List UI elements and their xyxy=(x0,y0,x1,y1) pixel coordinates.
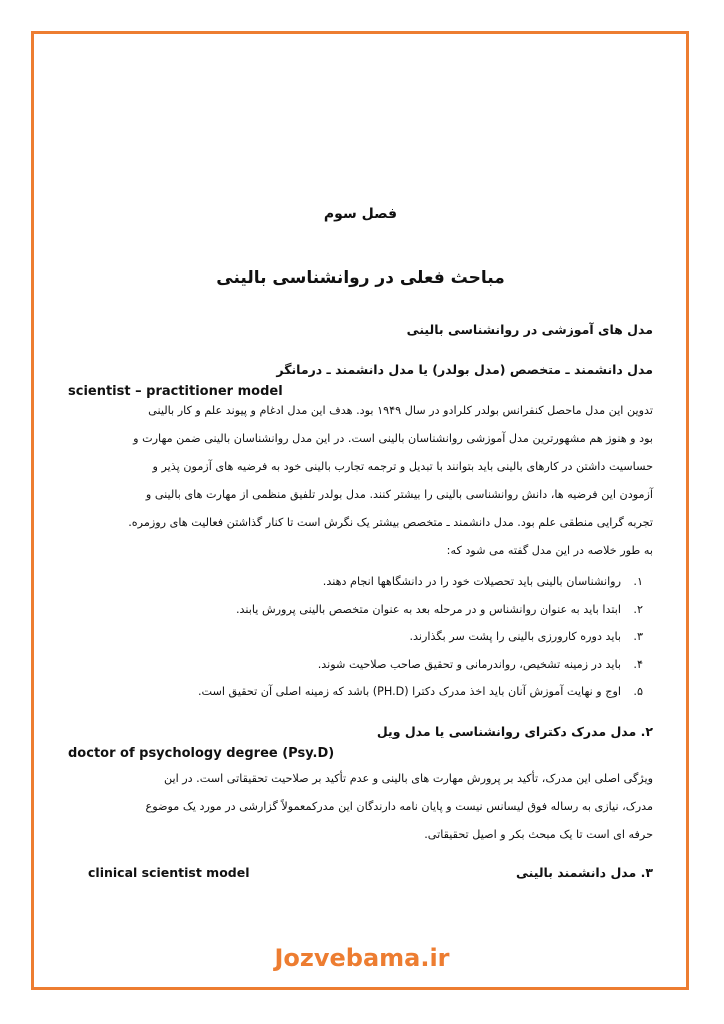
chapter-title: مباحث فعلی در روانشناسی بالینی xyxy=(216,268,505,288)
model2-paragraph xyxy=(68,765,653,849)
model2-heading: ۲. مدل مدرک دکترای روانشناسی یا مدل ویل xyxy=(376,724,653,739)
list-item xyxy=(83,651,643,679)
list-text: باید دوره کارورزی بالینی را پشت سر بگذارند. xyxy=(409,630,621,643)
list-item xyxy=(83,678,643,706)
section-heading: مدل های آموزشی در روانشناسی بالینی xyxy=(406,322,653,337)
list-item xyxy=(83,568,643,596)
list-number: ۳. xyxy=(633,630,643,643)
model1-list xyxy=(83,568,643,706)
model1-paragraph xyxy=(68,397,653,565)
paragraph-line: حساسیت داشتن در کارهای بالینی باید بتوانند با تبدیل و ترجمه تجارب بالینی خود به فرضیه های آزمون پذیر و xyxy=(152,460,653,473)
paragraph-line: مدرک، نیازی به رساله فوق لیسانس نیست و پایان نامه دارندگان این مدرکمعمولاً گزارشی در مورد یک موضوع xyxy=(145,800,653,813)
paragraph-line: بود و هنوز هم مشهورترین مدل آموزشی روانشناسان بالینی است. در این مدل روانشناسان بالینی ضمن مهارت و xyxy=(133,432,653,445)
document-page xyxy=(68,0,653,1024)
list-text: روانشناسان بالینی باید تحصیلات خود را در دانشگاهها انجام دهند. xyxy=(322,575,621,588)
model1-english-title: scientist – practitioner model xyxy=(68,384,283,399)
list-text: اوج و نهایت آموزش آنان باید اخذ مدرک دکترا (PH.D) باشد که زمینه اصلی آن تحقیق است. xyxy=(197,685,621,698)
model3-heading: ۳. مدل دانشمند بالینی xyxy=(516,865,653,880)
list-number: ۱. xyxy=(633,575,643,588)
list-item xyxy=(83,623,643,651)
list-number: ۲. xyxy=(633,602,643,616)
paragraph-line: آزمودن این فرضیه ها، دانش روانشناسی بالینی را بیشتر کنند. مدل بولدر تلفیق منظمی از مهارت های بالینی و xyxy=(145,488,653,501)
model1-heading: مدل دانشمند ـ متخصص (مدل بولدر) یا مدل دانشمند ـ درمانگر xyxy=(276,362,653,377)
paragraph-line: به طور خلاصه در این مدل گفته می شود که: xyxy=(446,544,653,557)
paragraph-line: ویژگی اصلی این مدرک، تأکید بر پرورش مهارت های بالینی و عدم تأکید بر صلاحیت تحقیقاتی است. در این xyxy=(163,772,653,785)
paragraph-line: تدوین این مدل ماحصل کنفرانس بولدر کلرادو در سال ۱۹۴۹ بود. هدف این مدل ادغام و پیوند علم و کار بالینی xyxy=(148,404,653,417)
list-number: ۵. xyxy=(633,685,643,698)
footer-website[interactable]: Jozvebama.ir xyxy=(274,944,450,972)
list-item xyxy=(83,596,643,624)
paragraph-line: حرفه ای است تا یک مبحث بکر و اصیل تحقیقاتی. xyxy=(424,828,653,841)
model2-english-title: doctor of psychology degree (Psy.D) xyxy=(68,746,335,761)
list-text: باید در زمینه تشخیص، رواندرمانی و تحقیق صاحب صلاحیت شوند. xyxy=(317,657,621,671)
model3-english-title: clinical scientist model xyxy=(88,865,250,880)
chapter-label: فصل سوم xyxy=(323,206,398,222)
paragraph-line: تجربه گرایی منطقی علم بود. مدل دانشمند ـ متخصص بیشتر یک نگرش است تا کنار گذاشتن فعالیت های روزمره. xyxy=(128,516,653,529)
list-text: ابتدا باید به عنوان روانشناس و در مرحله بعد به عنوان متخصص بالینی پرورش یابند. xyxy=(235,602,621,616)
list-number: ۴. xyxy=(633,657,643,671)
